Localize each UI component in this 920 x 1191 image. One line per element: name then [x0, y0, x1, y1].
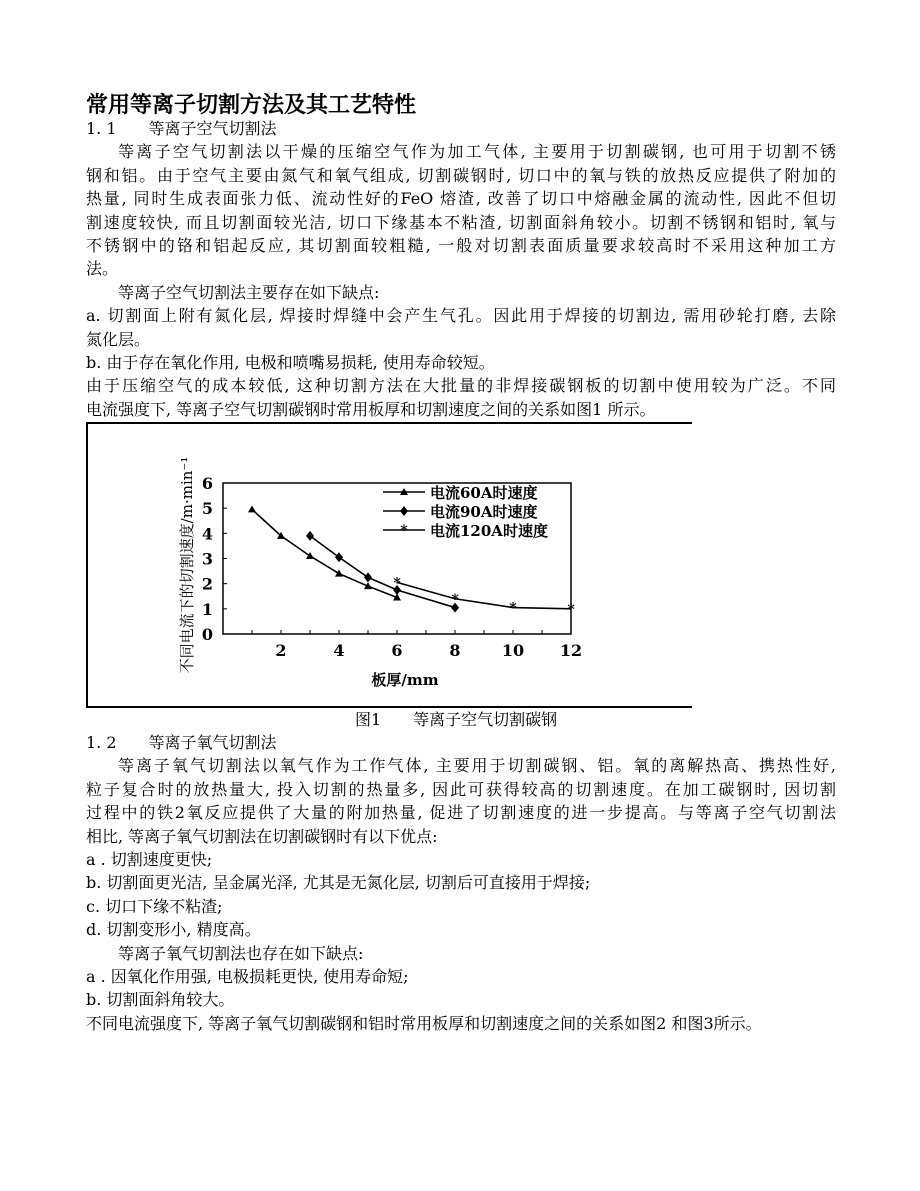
- list-item: b. 切割面斜角较大。: [86, 990, 235, 1010]
- paragraph-line: 等离子空气切割法以干燥的压缩空气作为加工气体, 主要用于切割碳钢, 也可用于切割不锈: [118, 142, 836, 162]
- data-point: [306, 531, 314, 541]
- data-point: *: [567, 601, 575, 618]
- chart-svg: [86, 422, 692, 708]
- y-tick-label: 3: [201, 549, 213, 569]
- list-item: d. 切割变形小, 精度高。: [86, 920, 261, 940]
- data-point: *: [393, 575, 401, 592]
- legend-label: 电流90A时速度: [430, 503, 538, 521]
- data-point: [248, 505, 256, 512]
- list-item: a. 切割面上附有氮化层, 焊接时焊缝中会产生气孔。因此用于焊接的切割边, 需用砂轮打磨, 去除: [86, 306, 836, 326]
- paragraph-line: 过程中的铁2氧反应提供了大量的附加热量, 促进了切割速度的进一步提高。与等离子空气切割法: [86, 803, 836, 823]
- paragraph-line: 相比, 等离子氧气切割法在切割碳钢时有以下优点:: [86, 826, 438, 846]
- legend-marker: [400, 506, 408, 516]
- data-point: [306, 552, 314, 559]
- list-item: c. 切口下缘不粘渣;: [86, 896, 223, 916]
- y-tick-label: 2: [201, 574, 213, 594]
- data-point: *: [509, 600, 517, 617]
- paragraph-line: 粒子复合时的放热量大, 投入切割的热量多, 因此可获得较高的切割速度。在加工碳钢时, 因切割: [86, 779, 836, 799]
- y-axis-label: 不同电流下的切割速度/m·min⁻¹: [178, 456, 196, 674]
- figure-caption: 图1 等离子空气切割碳钢: [355, 710, 558, 729]
- list-item: 氮化层。: [86, 329, 151, 349]
- x-tick-label: 8: [449, 641, 461, 660]
- section-heading: 1. 2 等离子氧气切割法: [86, 733, 277, 752]
- data-point: [364, 572, 372, 582]
- paragraph-line: 法。: [86, 259, 119, 279]
- paragraph-line: 等离子氧气切割法也存在如下缺点:: [118, 943, 364, 963]
- x-tick-label: 6: [391, 641, 403, 660]
- paragraph-line: 不锈钢中的铬和铝起反应, 其切割面较粗糙, 一般对切割表面质量要求较高时不采用这种加工方: [86, 235, 836, 255]
- series-diamond: [306, 531, 459, 613]
- paragraph-line: 等离子空气切割法主要存在如下缺点:: [118, 282, 380, 302]
- x-tick-label: 2: [275, 641, 287, 660]
- section-1: [86, 117, 836, 421]
- legend-marker: *: [400, 523, 408, 539]
- paragraph-line: 由于压缩空气的成本较低, 这种切割方法在大批量的非焊接碳钢板的切割中使用较为广泛。不同: [86, 376, 836, 396]
- y-tick-label: 5: [201, 499, 213, 519]
- x-axis-label: 板厚/mm: [371, 671, 439, 689]
- legend-label: 电流120A时速度: [430, 522, 548, 540]
- paragraph-line: 热量, 同时生成表面张力低、流动性好的FeO 熔渣, 改善了切口中熔融金属的流动性, 因此不但切: [86, 189, 836, 209]
- list-item: a . 因氧化作用强, 电极损耗更快, 使用寿命短;: [86, 966, 409, 986]
- y-tick-label: 1: [201, 599, 213, 619]
- data-point: [335, 570, 343, 577]
- section-heading: 1. 1 等离子空气切割法: [86, 119, 277, 138]
- figure-1-chart: [86, 422, 692, 708]
- list-item: b. 由于存在氧化作用, 电极和喷嘴易损耗, 使用寿命较短。: [86, 352, 495, 372]
- data-point: [335, 552, 343, 562]
- series-line: [397, 582, 571, 608]
- list-item: b. 切割面更光洁, 呈金属光泽, 尤其是无氮化层, 切割后可直接用于焊接;: [86, 873, 591, 893]
- x-tick-label: 10: [501, 641, 525, 660]
- list-item: a . 切割速度更快;: [86, 849, 213, 869]
- y-tick-label: 0: [201, 625, 213, 644]
- legend-label: 电流60A时速度: [430, 484, 538, 502]
- series-triangle: [248, 505, 401, 600]
- paragraph-line: 等离子氧气切割法以氧气作为工作气体, 主要用于切割碳钢、铝。氧的离解热高、携热性好,: [118, 756, 836, 776]
- page-title: 常用等离子切割方法及其工艺特性: [86, 92, 417, 118]
- series-line: [252, 509, 397, 597]
- section-2: [86, 731, 836, 1035]
- y-tick-label: 6: [201, 474, 213, 493]
- y-tick-label: 4: [201, 524, 213, 544]
- data-point: *: [451, 591, 459, 608]
- paragraph-line: 割速度较快, 而且切割面较光洁, 切口下缘基本不粘渣, 切割面斜角较小。切割不锈钢和铝时, 氧与: [86, 212, 836, 232]
- paragraph-line: 钢和铝。由于空气主要由氮气和氧气组成, 切割碳钢时, 切口中的氧与铁的放热反应提供了附加的: [86, 165, 836, 185]
- x-tick-label: 4: [333, 641, 345, 660]
- paragraph-line: 电流强度下, 等离子空气切割碳钢时常用板厚和切割速度之间的关系如图1 所示。: [86, 399, 656, 419]
- series-line: [310, 536, 455, 608]
- paragraph-line: 不同电流强度下, 等离子氧气切割碳钢和铝时常用板厚和切割速度之间的关系如图2 和图3所示。: [86, 1013, 762, 1033]
- x-tick-label: 12: [559, 641, 583, 660]
